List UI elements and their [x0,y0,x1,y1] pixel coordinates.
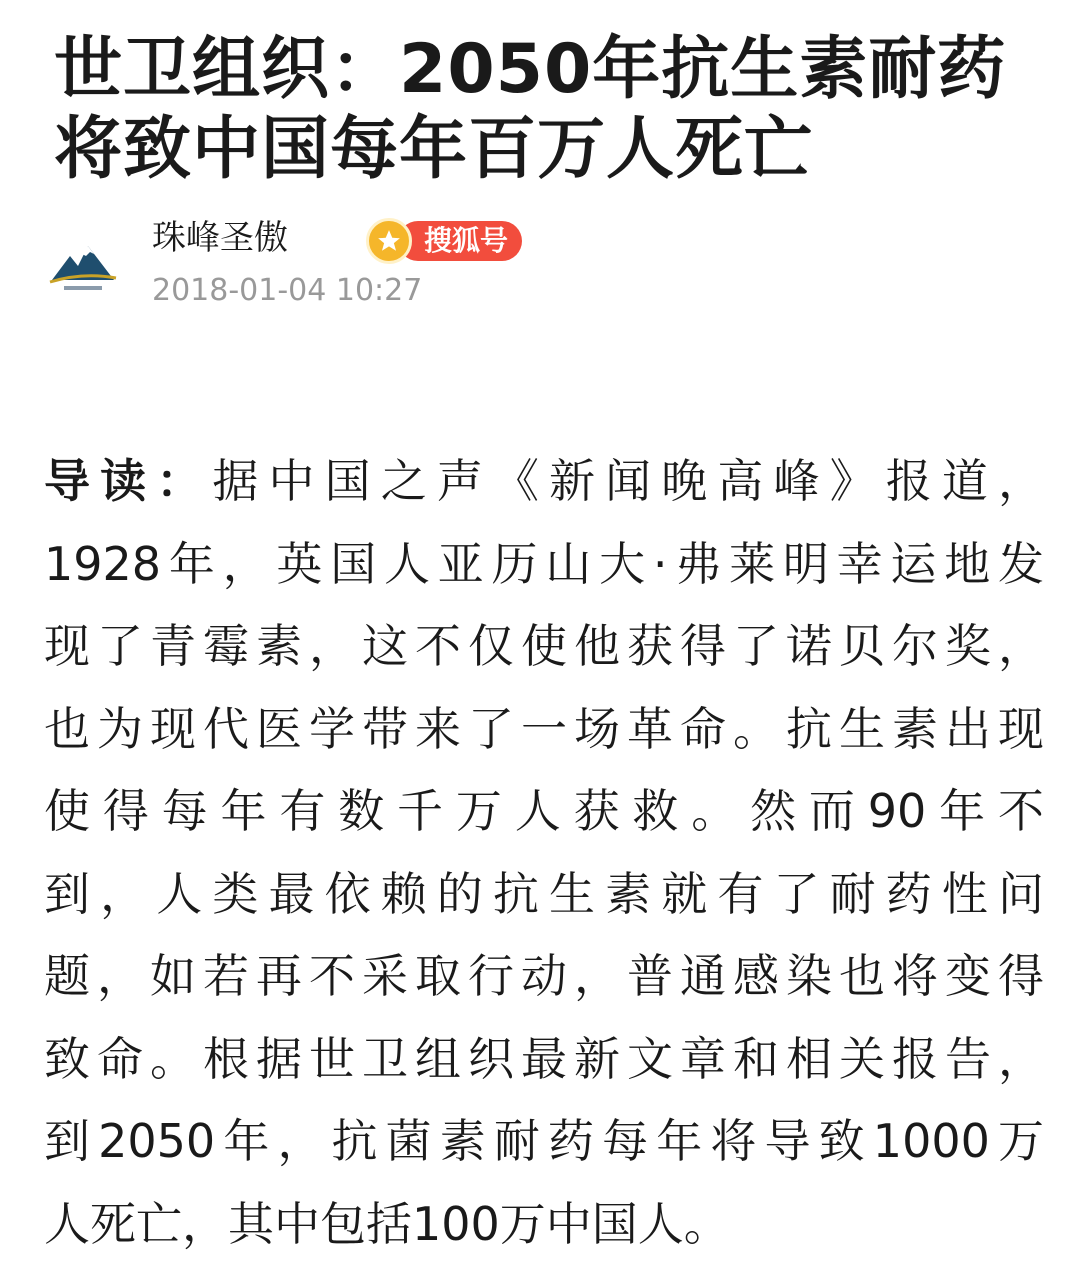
body-line: 致命。根据世卫组织最新文章和相关报告， [44,1031,1044,1086]
body-line: 到2050年，抗菌素耐药每年将导致1000万 [44,1114,1044,1168]
mountain-logo-icon[interactable] [48,232,118,302]
author-name[interactable]: 珠峰圣傲 [152,218,288,258]
article-body [44,440,1044,1265]
title-line: 将致中国每年百万人死亡 [54,110,814,189]
body-line: 现了青霉素，这不仅使他获得了诺贝尔奖， [44,619,1044,673]
body-line: 题，如若再不采取行动，普通感染也将变得 [44,949,1044,1003]
author-row[interactable] [48,212,748,312]
body-line: 1928年，英国人亚历山大·弗莱明幸运地发 [44,536,1044,591]
sohu-badge[interactable] [366,220,522,262]
body-line: 到，人类最依赖的抗生素就有了耐药性问 [44,866,1044,921]
body-line: 也为现代医学带来了一场革命。抗生素出现 [44,701,1044,756]
title-line: 世卫组织：2050年抗生素耐药 [54,30,1007,109]
publish-timestamp: 2018-01-04 10:27 [152,273,423,308]
body-line: 使得每年有数千万人获救。然而90年不 [44,784,1044,838]
body-line [44,440,1044,523]
lead-label: 导读： [44,454,213,508]
body-line-text: 据中国之声《新闻晚高峰》报道， [212,454,1045,508]
badge-label: 搜狐号 [398,221,522,261]
star-icon [366,218,412,264]
body-line: 人死亡，其中包括100万中国人。 [44,1196,730,1251]
article-title [54,30,1044,190]
